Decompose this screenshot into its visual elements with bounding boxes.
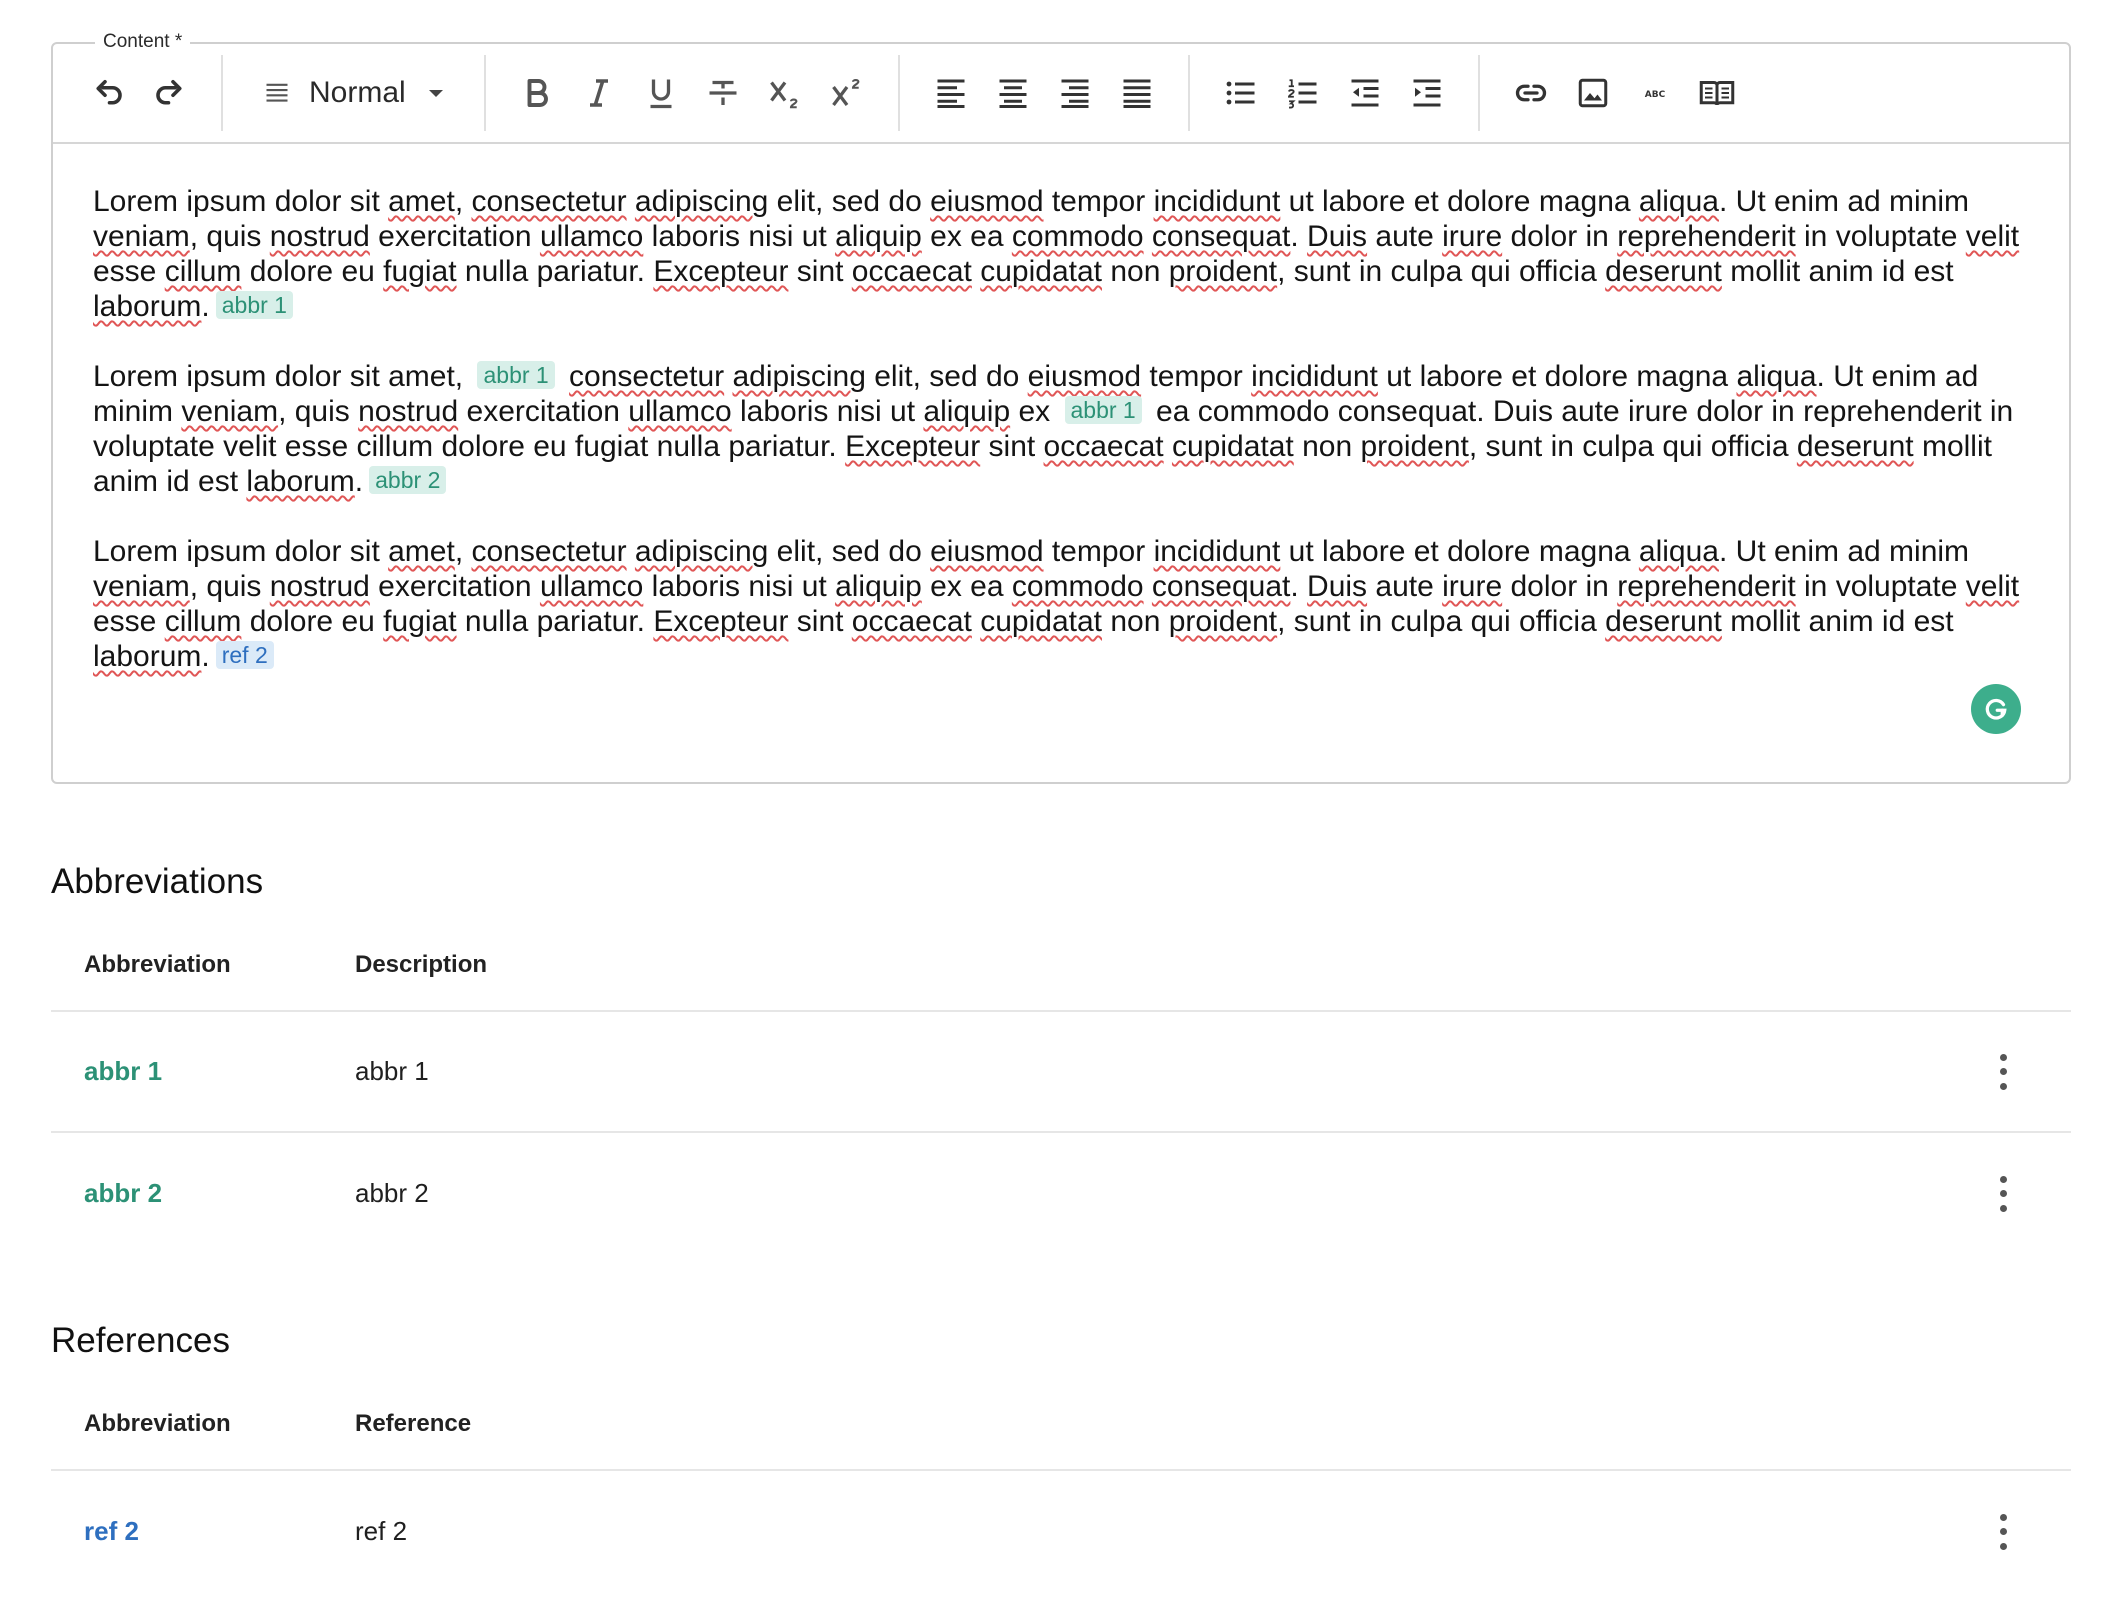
misspelled-word[interactable]: irure [1442, 220, 1503, 253]
toolbar-separator [221, 55, 223, 131]
more-vertical-icon [2000, 1083, 2007, 1090]
text-run: Lorem ipsum dolor sit amet, [93, 360, 472, 393]
text-run: ut labore et dolore magna [1377, 360, 1737, 393]
strikethrough-button[interactable] [697, 67, 749, 119]
more-vertical-icon [2000, 1514, 2007, 1521]
text-run [1144, 220, 1152, 253]
more-vertical-icon [2000, 1205, 2007, 1212]
misspelled-word[interactable]: cupidatat [1171, 430, 1294, 463]
text-run: tempor [1141, 360, 1252, 393]
text-run: exercitation [369, 570, 540, 603]
abbreviation-chip[interactable]: abbr 2 [369, 466, 446, 494]
misspelled-word[interactable]: Duis [1307, 220, 1368, 253]
text-run: non [1101, 605, 1169, 638]
misspelled-word[interactable]: incididunt [1251, 360, 1378, 393]
reference-chip[interactable]: ref 2 [216, 641, 274, 669]
misspelled-word[interactable]: consequat [1151, 220, 1291, 253]
misspelled-word[interactable]: nostrud [358, 395, 459, 428]
misspelled-word[interactable]: adipiscing [732, 360, 866, 393]
text-run: in voluptate [1795, 570, 1966, 603]
misspelled-word[interactable]: ullamco [539, 220, 644, 253]
misspelled-word[interactable]: occaecat [1043, 430, 1164, 463]
text-run: non [1293, 430, 1361, 463]
table-header [51, 920, 2071, 1012]
misspelled-word[interactable]: proident [1360, 430, 1469, 463]
text-run: ex [1010, 395, 1059, 428]
insert-reference-button[interactable] [1691, 67, 1743, 119]
text-run: sint [788, 605, 852, 638]
text-run: tempor [1043, 185, 1154, 218]
more-vertical-icon [2000, 1190, 2007, 1197]
toolbar-separator [1188, 55, 1190, 131]
undo-icon [90, 75, 126, 111]
misspelled-word[interactable]: proident [1168, 255, 1278, 288]
text-run: mollit anim id est [1721, 605, 1954, 638]
undo-button[interactable] [82, 67, 134, 119]
misspelled-word[interactable]: commodo [1011, 220, 1144, 253]
misspelled-word[interactable]: eiusmod [930, 185, 1044, 218]
text-run: sint [788, 255, 852, 288]
abbreviation-cell[interactable]: abbr 2 [84, 1178, 163, 1208]
caret-down-icon [424, 81, 448, 105]
misspelled-word[interactable]: fugiat [383, 605, 457, 638]
text-run: exercitation [458, 395, 629, 428]
text-run: mollit anim id est [1721, 255, 1954, 288]
abbreviation-chip[interactable]: abbr 1 [477, 361, 554, 389]
misspelled-word[interactable]: adipiscing [634, 535, 769, 568]
misspelled-word[interactable]: nostrud [269, 570, 370, 603]
text-run [1144, 570, 1152, 603]
editor-content-area[interactable] [53, 144, 2069, 782]
misspelled-word[interactable]: deserunt [1605, 605, 1722, 638]
indent-button[interactable] [1401, 67, 1453, 119]
text-run: , quis [278, 395, 359, 428]
text-run: ex ea [921, 570, 1012, 603]
text-run: laboris nisi ut [731, 395, 924, 428]
text-run: . [1290, 570, 1308, 603]
misspelled-word[interactable]: amet [388, 535, 455, 568]
text-run: elit, sed do [865, 360, 1028, 393]
text-run: . [1290, 220, 1308, 253]
misspelled-word[interactable]: veniam [93, 220, 190, 253]
text-run: . Ut enim ad minim [1718, 185, 1970, 218]
content-editor [51, 31, 2071, 784]
underline-button[interactable] [635, 67, 687, 119]
text-run: dolore eu [241, 255, 384, 288]
abbreviations-table [51, 920, 2071, 1254]
toolbar-separator [898, 55, 900, 131]
superscript-icon [829, 75, 865, 111]
misspelled-word[interactable]: reprehenderit [1617, 570, 1796, 603]
numbered-list-button[interactable] [1277, 67, 1329, 119]
text-run: . [354, 465, 364, 498]
misspelled-word[interactable]: consectetur [471, 535, 627, 568]
text-run: , quis [189, 570, 270, 603]
description-cell: abbr 1 [355, 1056, 429, 1086]
text-run: ex ea [921, 220, 1012, 253]
text-style-group [506, 44, 878, 142]
misspelled-word[interactable]: Excepteur [653, 605, 789, 638]
list-group [1210, 44, 1458, 142]
abbreviation-icon [1637, 75, 1673, 111]
text-run: elit, sed do [768, 535, 931, 568]
text-run: . [201, 290, 210, 323]
misspelled-word[interactable]: nostrud [269, 220, 370, 253]
align-center-button[interactable] [987, 67, 1039, 119]
header-abbreviation: Abbreviation [84, 951, 231, 978]
misspelled-word[interactable]: aliqua [1638, 535, 1719, 568]
text-run: tempor [1043, 535, 1154, 568]
references-table [51, 1379, 2071, 1592]
numbered-list-icon [1285, 75, 1321, 111]
text-run [1164, 430, 1172, 463]
superscript-button[interactable] [821, 67, 873, 119]
toolbar-separator [1478, 55, 1480, 131]
text-run [627, 185, 635, 218]
reference-abbreviation-cell[interactable]: ref 2 [84, 1516, 139, 1546]
header-description: Description [355, 951, 488, 978]
misspelled-word[interactable]: velit [1965, 570, 2020, 603]
bold-icon [519, 75, 555, 111]
text-run: , [454, 535, 472, 568]
reference-book-icon [1699, 75, 1735, 111]
link-icon [1513, 75, 1549, 111]
misspelled-word[interactable]: veniam [181, 395, 279, 428]
italic-button[interactable] [573, 67, 625, 119]
image-icon [1575, 75, 1611, 111]
text-run: , quis [189, 220, 270, 253]
bold-button[interactable] [511, 67, 563, 119]
text-run [972, 255, 980, 288]
text-run: ea commodo consequat. Duis aute irure dolor in reprehenderit in voluptate velit esse cillum dolore eu fugiat nulla pariatur. [93, 395, 2014, 463]
paragraph-lines-icon [263, 79, 291, 107]
grammarly-button[interactable] [1971, 684, 2021, 734]
grammarly-icon [1981, 694, 2011, 724]
misspelled-word[interactable]: ullamco [539, 570, 644, 603]
text-run: Lorem ipsum dolor sit [93, 185, 389, 218]
text-run: non [1101, 255, 1169, 288]
align-left-button[interactable] [925, 67, 977, 119]
insert-link-button[interactable] [1505, 67, 1557, 119]
editor-paragraph[interactable] [93, 184, 2029, 324]
more-vertical-icon [2000, 1068, 2007, 1075]
alignment-group [920, 44, 1168, 142]
text-run: dolore eu [241, 605, 384, 638]
misspelled-word[interactable]: reprehenderit [1617, 220, 1796, 253]
subscript-button[interactable] [759, 67, 811, 119]
misspelled-word[interactable]: velit [1965, 220, 2020, 253]
content-field-label: Content * [95, 30, 190, 54]
italic-icon [581, 75, 617, 111]
misspelled-word[interactable]: amet [388, 185, 455, 218]
text-run: aute [1367, 570, 1443, 603]
subscript-icon [767, 75, 803, 111]
editor-paragraph[interactable] [93, 534, 2029, 674]
misspelled-word[interactable]: commodo [1011, 570, 1144, 603]
text-run: dolor in [1502, 220, 1618, 253]
text-run: nulla pariatur. [456, 255, 654, 288]
text-run: . Ut enim ad minim [1718, 535, 1970, 568]
text-run: laboris nisi ut [643, 220, 836, 253]
misspelled-word[interactable]: laborum [246, 465, 355, 498]
description-cell: abbr 2 [355, 1178, 429, 1208]
table-row [51, 1012, 2071, 1133]
indent-icon [1409, 75, 1445, 111]
misspelled-word[interactable]: cillum [164, 605, 242, 638]
table-row [51, 1471, 2071, 1592]
underline-icon [643, 75, 679, 111]
format-group [243, 44, 464, 142]
outdent-button[interactable] [1339, 67, 1391, 119]
misspelled-word[interactable]: ullamco [628, 395, 732, 428]
text-run [561, 360, 569, 393]
abbreviation-chip[interactable]: abbr 1 [216, 291, 293, 319]
misspelled-word[interactable]: Excepteur [845, 430, 981, 463]
more-vertical-icon [2000, 1176, 2007, 1183]
text-run: , [454, 185, 472, 218]
outdent-icon [1347, 75, 1383, 111]
text-run: Lorem ipsum dolor sit [93, 535, 389, 568]
row-menu-button[interactable] [1993, 1054, 2013, 1090]
paragraph-format-dropdown[interactable] [243, 67, 464, 119]
text-run: esse [93, 605, 165, 638]
svg-text:ABC: ABC [1644, 89, 1665, 100]
misspelled-word[interactable]: deserunt [1605, 255, 1722, 288]
align-center-icon [995, 75, 1031, 111]
text-run: laboris nisi ut [643, 570, 836, 603]
misspelled-word[interactable]: aliquip [923, 395, 1011, 428]
misspelled-word[interactable]: eiusmod [930, 535, 1044, 568]
text-run: sint [980, 430, 1044, 463]
text-run: in voluptate [1795, 220, 1966, 253]
text-run: exercitation [369, 220, 540, 253]
more-vertical-icon [2000, 1543, 2007, 1550]
header-abbreviation: Abbreviation [84, 1410, 231, 1437]
text-run: . Ut enim ad minim [93, 360, 1979, 428]
text-run: , sunt in culpa qui officia [1277, 605, 1606, 638]
align-left-icon [933, 75, 969, 111]
table-row [51, 1133, 2071, 1254]
text-run [627, 535, 635, 568]
bulleted-list-button[interactable] [1215, 67, 1267, 119]
misspelled-word[interactable]: deserunt [1796, 430, 1914, 463]
misspelled-word[interactable]: occaecat [851, 255, 972, 288]
text-run: . [201, 640, 210, 673]
text-run: aute [1367, 220, 1443, 253]
text-run: ut labore et dolore magna [1280, 535, 1639, 568]
misspelled-word[interactable]: laborum [93, 290, 202, 323]
abbreviation-chip[interactable]: abbr 1 [1065, 396, 1142, 424]
misspelled-word[interactable]: fugiat [383, 255, 457, 288]
misspelled-word[interactable]: aliquip [835, 220, 922, 253]
editor-toolbar [53, 44, 2069, 144]
row-menu-button[interactable] [1993, 1176, 2013, 1212]
align-right-icon [1057, 75, 1093, 111]
align-justify-icon [1119, 75, 1155, 111]
misspelled-word[interactable]: aliqua [1638, 185, 1719, 218]
text-run: nulla pariatur. [456, 605, 654, 638]
align-justify-button[interactable] [1111, 67, 1163, 119]
text-run: esse [93, 255, 165, 288]
text-run: ut labore et dolore magna [1280, 185, 1639, 218]
text-run [972, 605, 980, 638]
text-run: elit, sed do [768, 185, 931, 218]
more-vertical-icon [2000, 1528, 2007, 1535]
toolbar-separator [484, 55, 486, 131]
header-reference: Reference [355, 1410, 472, 1437]
misspelled-word[interactable]: Excepteur [653, 255, 789, 288]
editor-paragraph[interactable] [93, 359, 2029, 499]
redo-button[interactable] [144, 67, 196, 119]
more-vertical-icon [2000, 1054, 2007, 1061]
misspelled-word[interactable]: irure [1442, 570, 1503, 603]
misspelled-word[interactable]: occaecat [851, 605, 972, 638]
misspelled-word[interactable]: cillum [164, 255, 242, 288]
misspelled-word[interactable]: consectetur [569, 360, 725, 393]
text-run: , sunt in culpa qui officia [1468, 430, 1797, 463]
misspelled-word[interactable]: cupidatat [980, 255, 1102, 288]
references-title: References [51, 1321, 230, 1360]
strikethrough-icon [705, 75, 741, 111]
paragraph-format-value: Normal [309, 76, 406, 109]
text-run: mollit anim id est [93, 430, 1992, 498]
abbreviations-title: Abbreviations [51, 862, 264, 901]
redo-icon [152, 75, 188, 111]
table-header [51, 1379, 2071, 1471]
misspelled-word[interactable]: aliqua [1736, 360, 1817, 393]
bulleted-list-icon [1223, 75, 1259, 111]
misspelled-word[interactable]: incididunt [1153, 185, 1281, 218]
misspelled-word[interactable]: adipiscing [634, 185, 769, 218]
misspelled-word[interactable]: cupidatat [980, 605, 1102, 638]
text-run: dolor in [1502, 570, 1618, 603]
history-group [77, 44, 201, 142]
insert-abbreviation-button[interactable] [1629, 67, 1681, 119]
misspelled-word[interactable]: consequat [1151, 570, 1291, 603]
text-run: , sunt in culpa qui officia [1277, 255, 1606, 288]
misspelled-word[interactable]: laborum [93, 640, 202, 673]
misspelled-word[interactable]: incididunt [1153, 535, 1281, 568]
misspelled-word[interactable]: aliquip [835, 570, 922, 603]
misspelled-word[interactable]: proident [1168, 605, 1278, 638]
reference-cell: ref 2 [355, 1516, 408, 1546]
insert-image-button[interactable] [1567, 67, 1619, 119]
insert-group [1500, 44, 1748, 142]
misspelled-word[interactable]: consectetur [471, 185, 627, 218]
abbreviation-cell[interactable]: abbr 1 [84, 1056, 163, 1086]
row-menu-button[interactable] [1993, 1514, 2013, 1550]
misspelled-word[interactable]: eiusmod [1027, 360, 1142, 393]
align-right-button[interactable] [1049, 67, 1101, 119]
misspelled-word[interactable]: Duis [1307, 570, 1368, 603]
misspelled-word[interactable]: veniam [93, 570, 190, 603]
